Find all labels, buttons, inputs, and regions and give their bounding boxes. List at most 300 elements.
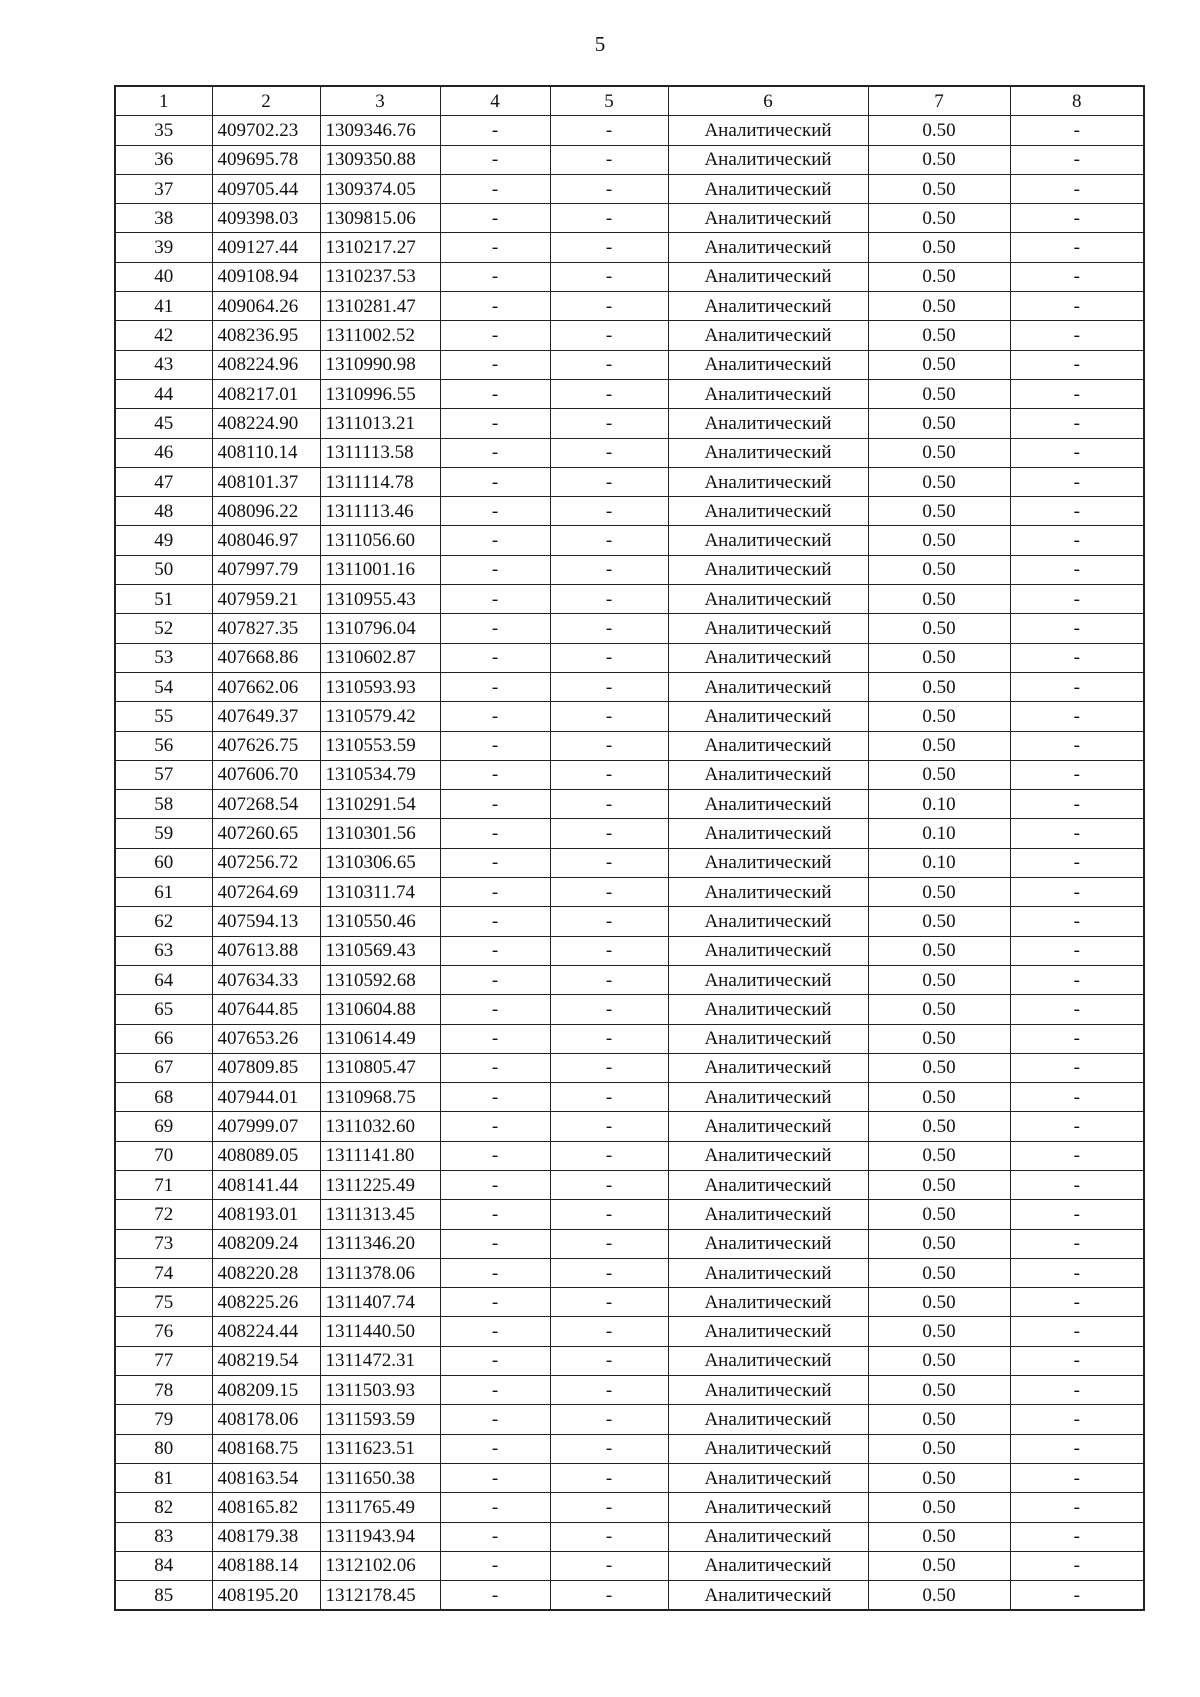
coord-y-cell: 1311407.74 — [320, 1288, 440, 1317]
coord-y-cell: 1311002.52 — [320, 321, 440, 350]
table-row — [115, 1053, 1144, 1082]
coord-x-cell: 408046.97 — [212, 526, 320, 555]
coord-x-cell: 407668.86 — [212, 643, 320, 672]
point-number-cell: 81 — [115, 1463, 212, 1492]
accuracy-cell: 0.10 — [868, 790, 1010, 819]
table-row — [115, 1405, 1144, 1434]
cell-8-cell: - — [1010, 907, 1144, 936]
header-col-5: 5 — [550, 86, 668, 116]
coord-x-cell: 407959.21 — [212, 585, 320, 614]
point-number-cell: 62 — [115, 907, 212, 936]
point-number-cell: 59 — [115, 819, 212, 848]
point-number-cell: 84 — [115, 1551, 212, 1580]
cell-5-cell: - — [550, 643, 668, 672]
cell-5-cell: - — [550, 1493, 668, 1522]
accuracy-cell: 0.50 — [868, 1083, 1010, 1112]
table-row — [115, 995, 1144, 1024]
header-col-method: 6 — [668, 86, 868, 116]
coord-x-cell: 408225.26 — [212, 1288, 320, 1317]
method-cell: Аналитический — [668, 292, 868, 321]
coord-y-cell: 1311225.49 — [320, 1170, 440, 1199]
point-number-cell: 61 — [115, 878, 212, 907]
accuracy-cell: 0.50 — [868, 145, 1010, 174]
cell-4-cell: - — [440, 819, 550, 848]
method-cell: Аналитический — [668, 526, 868, 555]
header-col-y: 3 — [320, 86, 440, 116]
point-number-cell: 35 — [115, 116, 212, 145]
table-row — [115, 1170, 1144, 1199]
accuracy-cell: 0.50 — [868, 262, 1010, 291]
cell-8-cell: - — [1010, 995, 1144, 1024]
accuracy-cell: 0.50 — [868, 1053, 1010, 1082]
accuracy-cell: 0.50 — [868, 702, 1010, 731]
cell-4-cell: - — [440, 174, 550, 203]
table-row — [115, 702, 1144, 731]
point-number-cell: 64 — [115, 965, 212, 994]
table-row — [115, 1581, 1144, 1611]
coord-x-cell: 408089.05 — [212, 1141, 320, 1170]
accuracy-cell: 0.10 — [868, 819, 1010, 848]
method-cell: Аналитический — [668, 731, 868, 760]
coord-x-cell: 408193.01 — [212, 1200, 320, 1229]
cell-5-cell: - — [550, 1551, 668, 1580]
coord-x-cell: 407944.01 — [212, 1083, 320, 1112]
coord-y-cell: 1310311.74 — [320, 878, 440, 907]
method-cell: Аналитический — [668, 262, 868, 291]
accuracy-cell: 0.50 — [868, 233, 1010, 262]
method-cell: Аналитический — [668, 965, 868, 994]
cell-8-cell: - — [1010, 643, 1144, 672]
coord-y-cell: 1310968.75 — [320, 1083, 440, 1112]
table-row — [115, 672, 1144, 701]
cell-8-cell: - — [1010, 1346, 1144, 1375]
coord-x-cell: 409702.23 — [212, 116, 320, 145]
coord-x-cell: 409064.26 — [212, 292, 320, 321]
coord-x-cell: 408217.01 — [212, 379, 320, 408]
point-number-cell: 38 — [115, 204, 212, 233]
coord-y-cell: 1311650.38 — [320, 1463, 440, 1492]
coord-y-cell: 1310534.79 — [320, 760, 440, 789]
coord-x-cell: 408209.24 — [212, 1229, 320, 1258]
accuracy-cell: 0.50 — [868, 1463, 1010, 1492]
coord-y-cell: 1311378.06 — [320, 1258, 440, 1287]
table-row — [115, 292, 1144, 321]
method-cell: Аналитический — [668, 379, 868, 408]
coord-x-cell: 409127.44 — [212, 233, 320, 262]
accuracy-cell: 0.50 — [868, 731, 1010, 760]
cell-4-cell: - — [440, 1141, 550, 1170]
point-number-cell: 74 — [115, 1258, 212, 1287]
point-number-cell: 57 — [115, 760, 212, 789]
coord-y-cell: 1311623.51 — [320, 1434, 440, 1463]
cell-4-cell: - — [440, 1112, 550, 1141]
cell-5-cell: - — [550, 409, 668, 438]
point-number-cell: 65 — [115, 995, 212, 1024]
cell-4-cell: - — [440, 292, 550, 321]
method-cell: Аналитический — [668, 672, 868, 701]
cell-8-cell: - — [1010, 1581, 1144, 1611]
coord-x-cell: 408220.28 — [212, 1258, 320, 1287]
coord-x-cell: 409705.44 — [212, 174, 320, 203]
cell-8-cell: - — [1010, 1170, 1144, 1199]
cell-5-cell: - — [550, 1258, 668, 1287]
coord-x-cell: 409108.94 — [212, 262, 320, 291]
cell-8-cell: - — [1010, 1493, 1144, 1522]
coord-x-cell: 408224.96 — [212, 350, 320, 379]
coord-x-cell: 408165.82 — [212, 1493, 320, 1522]
coord-y-cell: 1310553.59 — [320, 731, 440, 760]
method-cell: Аналитический — [668, 204, 868, 233]
method-cell: Аналитический — [668, 1141, 868, 1170]
table-row — [115, 965, 1144, 994]
table-row — [115, 643, 1144, 672]
cell-4-cell: - — [440, 760, 550, 789]
accuracy-cell: 0.50 — [868, 1346, 1010, 1375]
accuracy-cell: 0.50 — [868, 907, 1010, 936]
cell-4-cell: - — [440, 262, 550, 291]
cell-8-cell: - — [1010, 409, 1144, 438]
coord-y-cell: 1311013.21 — [320, 409, 440, 438]
table-row — [115, 145, 1144, 174]
cell-5-cell: - — [550, 350, 668, 379]
table-body — [115, 116, 1144, 1611]
point-number-cell: 73 — [115, 1229, 212, 1258]
point-number-cell: 77 — [115, 1346, 212, 1375]
cell-5-cell: - — [550, 233, 668, 262]
accuracy-cell: 0.50 — [868, 1522, 1010, 1551]
method-cell: Аналитический — [668, 1229, 868, 1258]
table-row — [115, 907, 1144, 936]
point-number-cell: 69 — [115, 1112, 212, 1141]
point-number-cell: 85 — [115, 1581, 212, 1611]
accuracy-cell: 0.50 — [868, 1493, 1010, 1522]
table-row — [115, 1434, 1144, 1463]
cell-4-cell: - — [440, 1434, 550, 1463]
cell-5-cell: - — [550, 174, 668, 203]
accuracy-cell: 0.50 — [868, 1405, 1010, 1434]
cell-8-cell: - — [1010, 1463, 1144, 1492]
cell-4-cell: - — [440, 1053, 550, 1082]
cell-4-cell: - — [440, 878, 550, 907]
coord-y-cell: 1311113.46 — [320, 497, 440, 526]
cell-5-cell: - — [550, 1112, 668, 1141]
cell-8-cell: - — [1010, 965, 1144, 994]
accuracy-cell: 0.50 — [868, 116, 1010, 145]
table-row — [115, 1463, 1144, 1492]
cell-4-cell: - — [440, 1083, 550, 1112]
cell-8-cell: - — [1010, 1288, 1144, 1317]
accuracy-cell: 0.50 — [868, 555, 1010, 584]
table-row — [115, 1317, 1144, 1346]
method-cell: Аналитический — [668, 1463, 868, 1492]
accuracy-cell: 0.50 — [868, 467, 1010, 496]
accuracy-cell: 0.50 — [868, 643, 1010, 672]
coord-x-cell: 408219.54 — [212, 1346, 320, 1375]
coord-y-cell: 1310237.53 — [320, 262, 440, 291]
point-number-cell: 47 — [115, 467, 212, 496]
method-cell: Аналитический — [668, 1346, 868, 1375]
cell-4-cell: - — [440, 1581, 550, 1611]
method-cell: Аналитический — [668, 438, 868, 467]
cell-5-cell: - — [550, 760, 668, 789]
point-number-cell: 39 — [115, 233, 212, 262]
point-number-cell: 75 — [115, 1288, 212, 1317]
cell-8-cell: - — [1010, 1112, 1144, 1141]
coord-x-cell: 407268.54 — [212, 790, 320, 819]
table-row — [115, 1551, 1144, 1580]
coord-y-cell: 1310281.47 — [320, 292, 440, 321]
method-cell: Аналитический — [668, 1288, 868, 1317]
cell-8-cell: - — [1010, 233, 1144, 262]
method-cell: Аналитический — [668, 1083, 868, 1112]
coord-x-cell: 407997.79 — [212, 555, 320, 584]
method-cell: Аналитический — [668, 1434, 868, 1463]
cell-8-cell: - — [1010, 555, 1144, 584]
point-number-cell: 80 — [115, 1434, 212, 1463]
point-number-cell: 41 — [115, 292, 212, 321]
coord-x-cell: 409695.78 — [212, 145, 320, 174]
accuracy-cell: 0.50 — [868, 174, 1010, 203]
coord-y-cell: 1311765.49 — [320, 1493, 440, 1522]
cell-8-cell: - — [1010, 1200, 1144, 1229]
cell-4-cell: - — [440, 1493, 550, 1522]
accuracy-cell: 0.50 — [868, 1376, 1010, 1405]
cell-5-cell: - — [550, 1346, 668, 1375]
cell-4-cell: - — [440, 1346, 550, 1375]
accuracy-cell: 0.50 — [868, 1288, 1010, 1317]
cell-4-cell: - — [440, 1551, 550, 1580]
method-cell: Аналитический — [668, 1112, 868, 1141]
cell-8-cell: - — [1010, 1551, 1144, 1580]
accuracy-cell: 0.50 — [868, 204, 1010, 233]
cell-8-cell: - — [1010, 438, 1144, 467]
cell-4-cell: - — [440, 1463, 550, 1492]
cell-4-cell: - — [440, 1317, 550, 1346]
coord-x-cell: 407606.70 — [212, 760, 320, 789]
accuracy-cell: 0.50 — [868, 672, 1010, 701]
cell-8-cell: - — [1010, 1522, 1144, 1551]
table-row — [115, 1376, 1144, 1405]
header-col-8: 8 — [1010, 86, 1144, 116]
table-row — [115, 585, 1144, 614]
table-row — [115, 321, 1144, 350]
cell-8-cell: - — [1010, 760, 1144, 789]
cell-4-cell: - — [440, 702, 550, 731]
cell-4-cell: - — [440, 1258, 550, 1287]
accuracy-cell: 0.50 — [868, 1317, 1010, 1346]
cell-8-cell: - — [1010, 1141, 1144, 1170]
method-cell: Аналитический — [668, 233, 868, 262]
cell-4-cell: - — [440, 672, 550, 701]
coord-y-cell: 1311114.78 — [320, 467, 440, 496]
cell-4-cell: - — [440, 995, 550, 1024]
cell-8-cell: - — [1010, 204, 1144, 233]
cell-8-cell: - — [1010, 116, 1144, 145]
accuracy-cell: 0.50 — [868, 350, 1010, 379]
accuracy-cell: 0.50 — [868, 1551, 1010, 1580]
cell-8-cell: - — [1010, 1083, 1144, 1112]
cell-4-cell: - — [440, 585, 550, 614]
cell-5-cell: - — [550, 1170, 668, 1199]
header-col-4: 4 — [440, 86, 550, 116]
cell-8-cell: - — [1010, 467, 1144, 496]
cell-4-cell: - — [440, 467, 550, 496]
point-number-cell: 68 — [115, 1083, 212, 1112]
method-cell: Аналитический — [668, 848, 868, 877]
coord-y-cell: 1311313.45 — [320, 1200, 440, 1229]
method-cell: Аналитический — [668, 878, 868, 907]
point-number-cell: 43 — [115, 350, 212, 379]
table-row — [115, 819, 1144, 848]
cell-4-cell: - — [440, 1200, 550, 1229]
cell-4-cell: - — [440, 614, 550, 643]
coord-y-cell: 1311141.80 — [320, 1141, 440, 1170]
point-number-cell: 48 — [115, 497, 212, 526]
coord-y-cell: 1310593.93 — [320, 672, 440, 701]
accuracy-cell: 0.50 — [868, 585, 1010, 614]
cell-5-cell: - — [550, 702, 668, 731]
cell-8-cell: - — [1010, 614, 1144, 643]
accuracy-cell: 0.50 — [868, 1229, 1010, 1258]
table-row — [115, 555, 1144, 584]
cell-8-cell: - — [1010, 848, 1144, 877]
coord-y-cell: 1311503.93 — [320, 1376, 440, 1405]
coord-x-cell: 408101.37 — [212, 467, 320, 496]
cell-5-cell: - — [550, 1200, 668, 1229]
coord-y-cell: 1310990.98 — [320, 350, 440, 379]
coord-x-cell: 407260.65 — [212, 819, 320, 848]
method-cell: Аналитический — [668, 995, 868, 1024]
coord-y-cell: 1311943.94 — [320, 1522, 440, 1551]
cell-4-cell: - — [440, 438, 550, 467]
cell-8-cell: - — [1010, 672, 1144, 701]
cell-8-cell: - — [1010, 321, 1144, 350]
cell-5-cell: - — [550, 438, 668, 467]
cell-8-cell: - — [1010, 262, 1144, 291]
coord-y-cell: 1310306.65 — [320, 848, 440, 877]
coord-x-cell: 407827.35 — [212, 614, 320, 643]
coord-y-cell: 1310614.49 — [320, 1024, 440, 1053]
coord-y-cell: 1310291.54 — [320, 790, 440, 819]
cell-8-cell: - — [1010, 526, 1144, 555]
cell-5-cell: - — [550, 848, 668, 877]
coord-x-cell: 407264.69 — [212, 878, 320, 907]
point-number-cell: 82 — [115, 1493, 212, 1522]
method-cell: Аналитический — [668, 936, 868, 965]
cell-5-cell: - — [550, 526, 668, 555]
point-number-cell: 51 — [115, 585, 212, 614]
point-number-cell: 60 — [115, 848, 212, 877]
cell-8-cell: - — [1010, 350, 1144, 379]
cell-5-cell: - — [550, 1229, 668, 1258]
cell-5-cell: - — [550, 497, 668, 526]
coord-x-cell: 407644.85 — [212, 995, 320, 1024]
coord-y-cell: 1310996.55 — [320, 379, 440, 408]
coord-y-cell: 1310805.47 — [320, 1053, 440, 1082]
method-cell: Аналитический — [668, 643, 868, 672]
method-cell: Аналитический — [668, 1581, 868, 1611]
table-row — [115, 379, 1144, 408]
cell-5-cell: - — [550, 321, 668, 350]
cell-4-cell: - — [440, 379, 550, 408]
coord-x-cell: 407626.75 — [212, 731, 320, 760]
table-row — [115, 1112, 1144, 1141]
coord-y-cell: 1312178.45 — [320, 1581, 440, 1611]
cell-5-cell: - — [550, 1522, 668, 1551]
header-col-number: 1 — [115, 86, 212, 116]
cell-5-cell: - — [550, 116, 668, 145]
cell-8-cell: - — [1010, 731, 1144, 760]
table-row — [115, 1522, 1144, 1551]
header-col-accuracy: 7 — [868, 86, 1010, 116]
method-cell: Аналитический — [668, 1200, 868, 1229]
cell-4-cell: - — [440, 497, 550, 526]
cell-5-cell: - — [550, 731, 668, 760]
cell-5-cell: - — [550, 1288, 668, 1317]
coord-x-cell: 407256.72 — [212, 848, 320, 877]
accuracy-cell: 0.50 — [868, 760, 1010, 789]
coord-x-cell: 408178.06 — [212, 1405, 320, 1434]
cell-5-cell: - — [550, 1463, 668, 1492]
coord-x-cell: 408195.20 — [212, 1581, 320, 1611]
method-cell: Аналитический — [668, 1522, 868, 1551]
table-header-row — [115, 86, 1144, 116]
method-cell: Аналитический — [668, 1493, 868, 1522]
table-row — [115, 526, 1144, 555]
cell-4-cell: - — [440, 116, 550, 145]
accuracy-cell: 0.50 — [868, 965, 1010, 994]
coord-x-cell: 407653.26 — [212, 1024, 320, 1053]
method-cell: Аналитический — [668, 1376, 868, 1405]
coord-x-cell: 408236.95 — [212, 321, 320, 350]
method-cell: Аналитический — [668, 1024, 868, 1053]
point-number-cell: 45 — [115, 409, 212, 438]
coord-y-cell: 1310592.68 — [320, 965, 440, 994]
coord-y-cell: 1312102.06 — [320, 1551, 440, 1580]
coord-x-cell: 407662.06 — [212, 672, 320, 701]
coord-y-cell: 1310301.56 — [320, 819, 440, 848]
table-row — [115, 760, 1144, 789]
table-row — [115, 116, 1144, 145]
accuracy-cell: 0.50 — [868, 614, 1010, 643]
cell-8-cell: - — [1010, 878, 1144, 907]
method-cell: Аналитический — [668, 790, 868, 819]
cell-4-cell: - — [440, 1170, 550, 1199]
accuracy-cell: 0.10 — [868, 848, 1010, 877]
cell-5-cell: - — [550, 585, 668, 614]
coord-y-cell: 1310604.88 — [320, 995, 440, 1024]
cell-5-cell: - — [550, 878, 668, 907]
coord-y-cell: 1309346.76 — [320, 116, 440, 145]
point-number-cell: 70 — [115, 1141, 212, 1170]
method-cell: Аналитический — [668, 1551, 868, 1580]
point-number-cell: 37 — [115, 174, 212, 203]
cell-4-cell: - — [440, 965, 550, 994]
coord-y-cell: 1309815.06 — [320, 204, 440, 233]
accuracy-cell: 0.50 — [868, 409, 1010, 438]
coord-x-cell: 407594.13 — [212, 907, 320, 936]
cell-5-cell: - — [550, 1053, 668, 1082]
coord-y-cell: 1310569.43 — [320, 936, 440, 965]
table-row — [115, 731, 1144, 760]
table-row — [115, 233, 1144, 262]
coord-y-cell: 1311593.59 — [320, 1405, 440, 1434]
cell-4-cell: - — [440, 526, 550, 555]
coord-y-cell: 1311346.20 — [320, 1229, 440, 1258]
method-cell: Аналитический — [668, 321, 868, 350]
method-cell: Аналитический — [668, 174, 868, 203]
point-number-cell: 66 — [115, 1024, 212, 1053]
